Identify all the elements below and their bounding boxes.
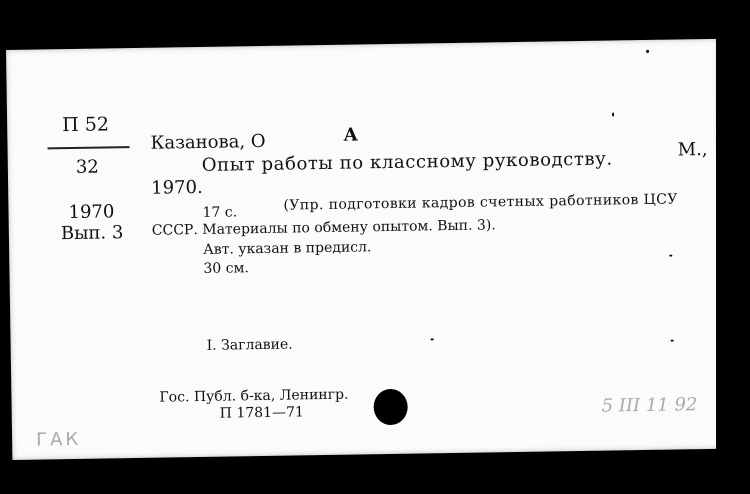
page-count: 17 с.	[202, 204, 238, 221]
series-line-1: (Упр. подготовки кадров счетных работников ЦСУ	[283, 191, 678, 214]
call-number-volume: Вып. 3	[60, 222, 124, 245]
library-number: П 1781—71	[219, 404, 304, 422]
tracing: I. Заглавие.	[206, 336, 293, 354]
author-name: Казанова, О	[150, 130, 266, 154]
publication-year: 1970.	[151, 176, 203, 199]
call-number-cutter: 32	[75, 156, 99, 178]
stamp-left: ГАК	[35, 428, 82, 451]
author-initial: А	[343, 124, 359, 146]
library-name: Гос. Публ. б-ка, Ленингр.	[159, 386, 349, 406]
call-number-code: П 52	[62, 113, 110, 137]
note-size: 30 см.	[203, 260, 250, 277]
speck	[646, 50, 649, 53]
speck	[669, 255, 672, 257]
publication-place: М.,	[677, 138, 708, 161]
call-number-year: 1970	[68, 201, 115, 224]
catalog-card	[6, 39, 724, 460]
stamp-right: 5 III 11 92	[601, 394, 698, 417]
call-number-rule	[48, 146, 130, 149]
series-line-2: СССР. Материалы по обмену опытом. Вып. 3).	[151, 217, 496, 239]
speck	[612, 112, 614, 116]
scan-background	[716, 0, 750, 494]
book-title: Опыт работы по классному руководству.	[201, 148, 613, 176]
ink-blot	[373, 389, 408, 426]
speck	[671, 340, 674, 342]
speck	[431, 338, 434, 340]
note-author: Авт. указан в предисл.	[203, 239, 372, 258]
